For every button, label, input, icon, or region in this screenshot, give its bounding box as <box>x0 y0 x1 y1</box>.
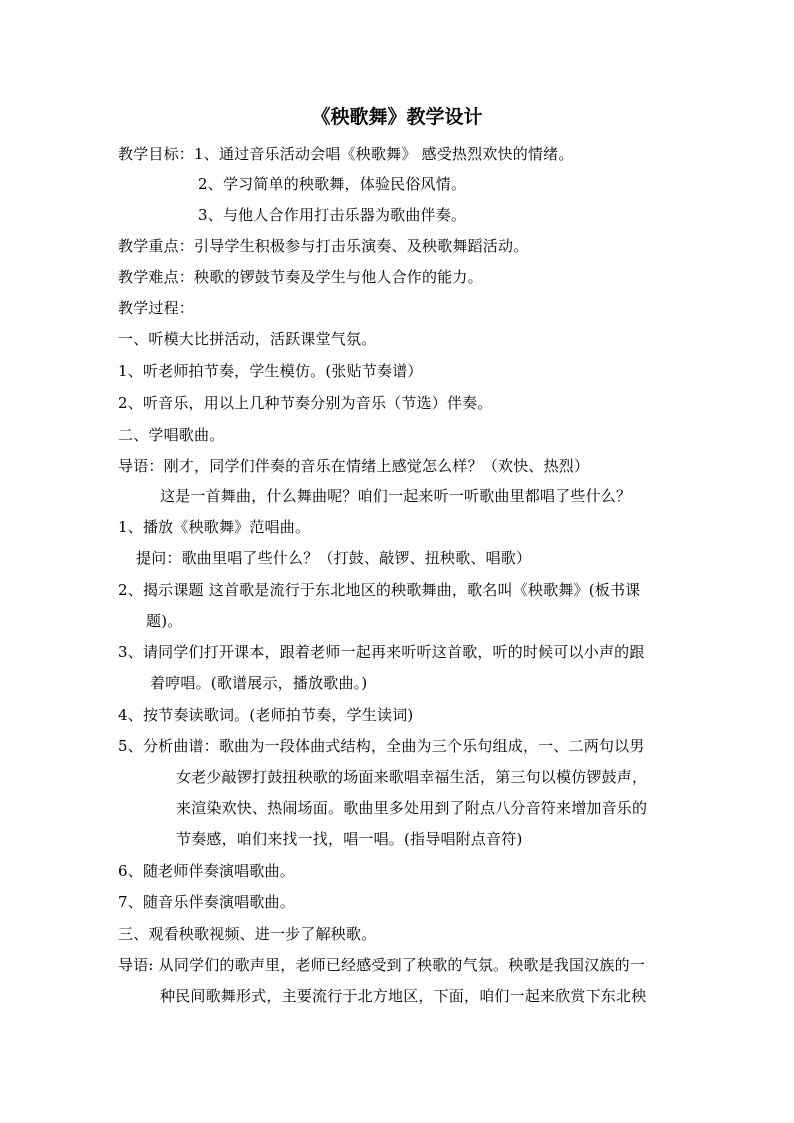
process-heading: 教学过程： <box>118 299 195 317</box>
section1-item-2: 2、听音乐，用以上几种节奏分别为音乐（节选）伴奏。 <box>118 394 493 412</box>
section2-item-5-line-1: 5、分析曲谱：歌曲为一段体曲式结构，全曲为三个乐句组成，一、二两句以男 <box>118 737 645 755</box>
section2-intro-line-2: 这是一首舞曲，什么舞曲呢？咱们一起来听一听歌曲里都唱了些什么？ <box>160 487 632 505</box>
section2-item-1: 1、播放《秧歌舞》范唱曲。 <box>118 518 311 536</box>
section2-item-2-line-1: 2、揭示课题 这首歌是流行于东北地区的秧歌舞曲，歌名叫《秧歌舞》(板书课 <box>118 581 641 599</box>
key-point: 教学重点：引导学生积极参与打击乐演奏、及秧歌舞蹈活动。 <box>118 237 529 255</box>
section2-item-3-line-1: 3、请同学们打开课本，跟着老师一起再来听听这首歌，听的时候可以小声的跟 <box>118 643 645 661</box>
section2-item-4: 4、按节奏读歌词。(老师拍节奏，学生读词) <box>118 706 414 724</box>
section2-item-7: 7、随音乐伴奏演唱歌曲。 <box>118 893 295 911</box>
section2-item-6: 6、随老师伴奏演唱歌曲。 <box>118 862 295 880</box>
section2-item-5-line-2: 女老少敲锣打鼓扭秧歌的场面来歌唱幸福生活，第三句以模仿锣鼓声， <box>176 768 648 786</box>
difficulty: 教学难点：秧歌的锣鼓节奏及学生与他人合作的能力。 <box>118 268 483 286</box>
goal-line-2: 2、学习简单的秧歌舞，体验民俗风情。 <box>198 175 467 193</box>
section1-item-1: 1、听老师拍节奏，学生模仿。(张贴节奏谱） <box>118 362 423 380</box>
goal-line-1: 教学目标：1、通过音乐活动会唱《秧歌舞》 感受热烈欢快的情绪。 <box>118 145 574 163</box>
section1-heading: 一、听模大比拼活动，活跃课堂气氛。 <box>118 330 377 348</box>
section2-item-5-line-4: 节奏感，咱们来找一找，唱一唱。(指导唱附点音符) <box>176 830 523 848</box>
section3-intro-line-1: 导语: 从同学们的歌声里，老师已经感受到了秧歌的气氛。秧歌是我国汉族的一 <box>118 956 646 974</box>
section3-heading: 三、观看秧歌视频、进一步了解秧歌。 <box>118 925 377 943</box>
section2-intro-line-1: 导语：刚才，同学们伴奏的音乐在情绪上感觉怎么样？（欢快、热烈） <box>118 457 590 475</box>
section2-item-3-line-2: 着哼唱。(歌谱展示，播放歌曲。) <box>150 674 368 692</box>
section2-item-5-line-3: 来渲染欢快、热闹场面。歌曲里多处用到了附点八分音符来增加音乐的 <box>176 799 648 817</box>
section2-item-1-question: 提问：歌曲里唱了些什么？（打鼓、敲锣、扭秧歌、唱歌） <box>136 549 532 567</box>
section2-item-2-line-2: 题)。 <box>146 612 183 630</box>
section3-intro-line-2: 种民间歌舞形式，主要流行于北方地区，下面，咱们一起来欣赏下东北秧 <box>160 987 647 1005</box>
document-title: 《秧歌舞》教学设计 <box>311 106 483 128</box>
goal-line-3: 3、与他人合作用打击乐器为歌曲伴奏。 <box>198 206 467 224</box>
section2-heading: 二、学唱歌曲。 <box>118 426 225 444</box>
